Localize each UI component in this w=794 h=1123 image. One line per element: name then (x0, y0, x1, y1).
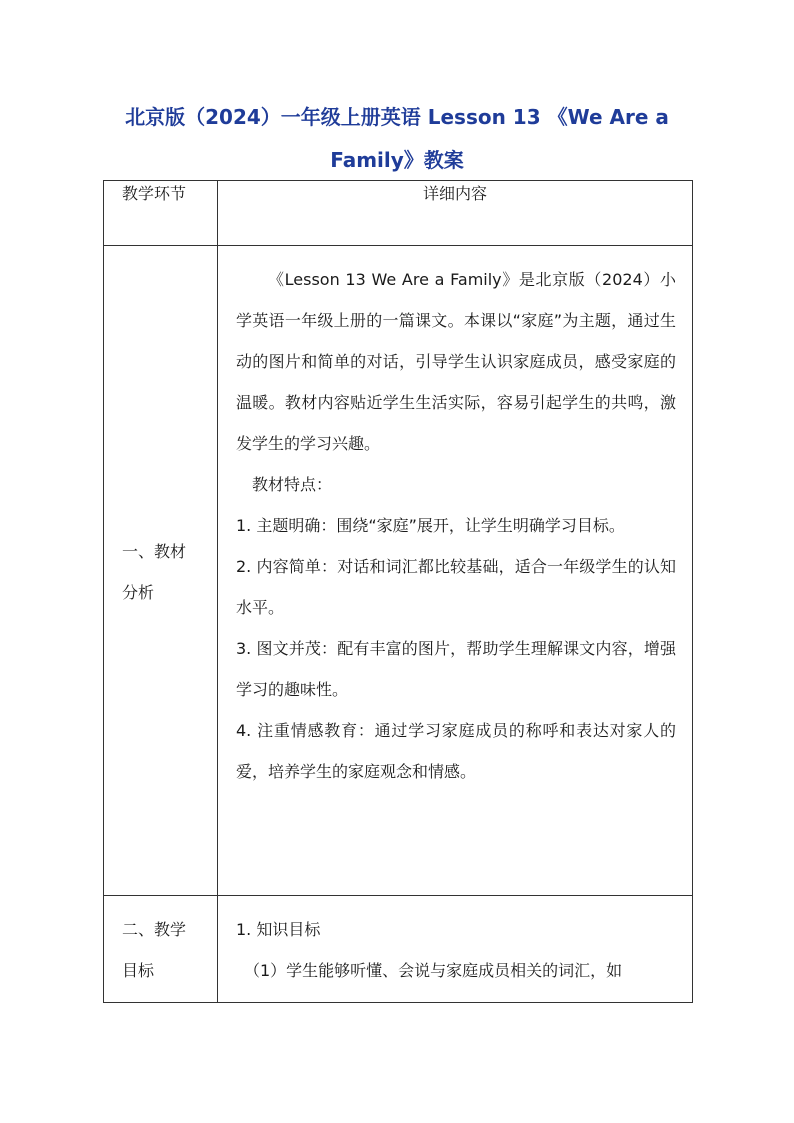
goal-heading: 1. 知识目标 (236, 920, 321, 939)
header-detail-content: 详细内容 (218, 181, 693, 246)
stage-label-cell (104, 246, 218, 896)
stage-label (104, 896, 217, 991)
lesson-plan-table (103, 180, 693, 1003)
stage-label-line-1: 二、教学 (122, 920, 187, 939)
features-heading: 教材特点： (252, 475, 333, 494)
feature-item: 1. 主题明确：围绕“家庭”展开，让学生明确学习目标。 (236, 516, 625, 535)
stage-label-line-2: 目标 (122, 961, 155, 980)
table-header-row (104, 181, 693, 246)
document-title (103, 96, 691, 182)
stage-content (218, 896, 692, 991)
stage-content-cell (218, 896, 693, 1003)
stage-label-cell (104, 896, 218, 1003)
stage-label (104, 246, 217, 613)
feature-item: 3. 图文并茂：配有丰富的图片，帮助学生理解课文内容，增强学习的趣味性。 (236, 639, 676, 699)
table-row (104, 246, 693, 896)
stage-label-line-1: 一、教材 (122, 542, 187, 561)
stage-content (218, 246, 692, 792)
feature-item: 2. 内容简单：对话和词汇都比较基础，适合一年级学生的认知水平。 (236, 557, 676, 617)
header-teaching-stage: 教学环节 (104, 181, 218, 246)
title-line-2: Family》教案 (330, 148, 464, 172)
stage-label-line-2: 分析 (122, 583, 155, 602)
table-row (104, 896, 693, 1003)
title-line-1: 北京版（2024）一年级上册英语 Lesson 13 《We Are a (125, 105, 669, 129)
stage-content-cell (218, 246, 693, 896)
intro-paragraph: 《Lesson 13 We Are a Family》是北京版（2024）小学英语一年级上册的一篇课文。本课以“家庭”为主题，通过生动的图片和简单的对话，引导学生认识家庭成员，感受家庭的温暖。教材内容贴近学生生活实际，容易引起学生的共鸣，激发学生的学习兴趣。 (236, 270, 676, 453)
goal-item: （1）学生能够听懂、会说与家庭成员相关的词汇，如 (244, 961, 623, 980)
feature-item: 4. 注重情感教育：通过学习家庭成员的称呼和表达对家人的爱，培养学生的家庭观念和情感。 (236, 721, 676, 781)
